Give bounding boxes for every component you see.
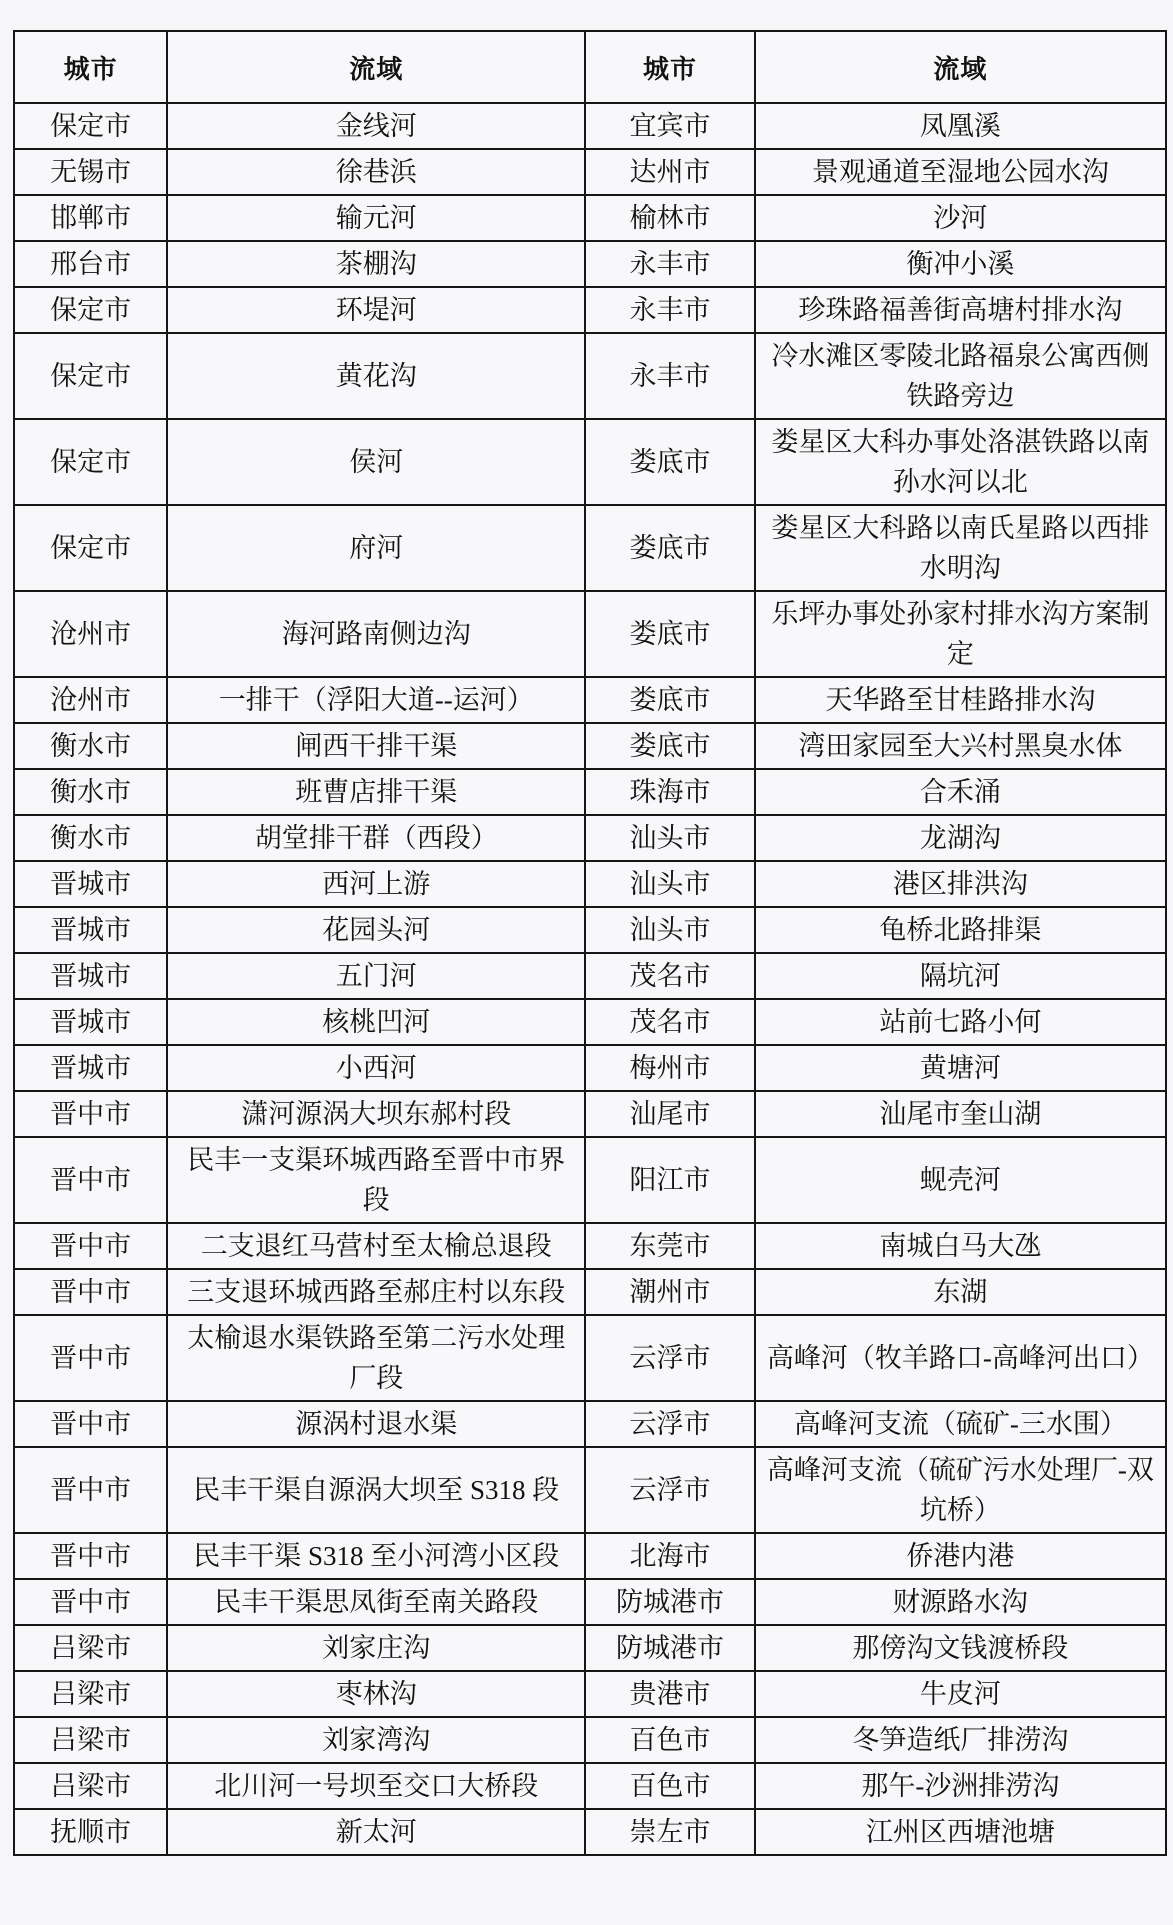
- city-cell: 娄底市: [585, 591, 754, 677]
- city-cell: 抚顺市: [14, 1809, 167, 1855]
- city-cell: 晋中市: [14, 1091, 167, 1137]
- basin-cell: 那傍沟文钱渡桥段: [755, 1625, 1166, 1671]
- basin-cell: 侯河: [167, 419, 585, 505]
- table-row: [14, 1625, 1166, 1671]
- city-cell: 晋城市: [14, 1045, 167, 1091]
- basin-cell: 二支退红马营村至太榆总退段: [167, 1223, 585, 1269]
- city-cell: 衡水市: [14, 815, 167, 861]
- city-cell: 吕梁市: [14, 1763, 167, 1809]
- basin-cell: 隔坑河: [755, 953, 1166, 999]
- basin-cell: 源涡村退水渠: [167, 1401, 585, 1447]
- table-row: [14, 861, 1166, 907]
- table-row: [14, 1223, 1166, 1269]
- table-row: [14, 287, 1166, 333]
- table-row: [14, 1671, 1166, 1717]
- header-city-right: 城市: [585, 31, 754, 103]
- table-row: [14, 1091, 1166, 1137]
- basin-cell: 景观通道至湿地公园水沟: [755, 149, 1166, 195]
- city-cell: 晋中市: [14, 1137, 167, 1223]
- table-row: [14, 241, 1166, 287]
- table-row: [14, 149, 1166, 195]
- city-cell: 晋中市: [14, 1579, 167, 1625]
- city-cell: 东莞市: [585, 1223, 754, 1269]
- city-cell: 云浮市: [585, 1401, 754, 1447]
- city-cell: 梅州市: [585, 1045, 754, 1091]
- basin-cell: 龟桥北路排渠: [755, 907, 1166, 953]
- basin-cell: 娄星区大科办事处洛湛铁路以南孙水河以北: [755, 419, 1166, 505]
- basin-cell: 牛皮河: [755, 1671, 1166, 1717]
- basin-cell: 花园头河: [167, 907, 585, 953]
- city-basin-table: [13, 30, 1167, 1856]
- city-cell: 晋城市: [14, 907, 167, 953]
- table-row: [14, 103, 1166, 149]
- table-row: [14, 591, 1166, 677]
- basin-cell: 三支退环城西路至郝庄村以东段: [167, 1269, 585, 1315]
- table-row: [14, 999, 1166, 1045]
- basin-cell: 东湖: [755, 1269, 1166, 1315]
- basin-cell: 北川河一号坝至交口大桥段: [167, 1763, 585, 1809]
- basin-cell: 府河: [167, 505, 585, 591]
- basin-cell: 民丰干渠 S318 至小河湾小区段: [167, 1533, 585, 1579]
- table-row: [14, 1763, 1166, 1809]
- basin-cell: 汕尾市奎山湖: [755, 1091, 1166, 1137]
- basin-cell: 衡冲小溪: [755, 241, 1166, 287]
- table-row: [14, 333, 1166, 419]
- city-cell: 茂名市: [585, 999, 754, 1045]
- city-cell: 百色市: [585, 1717, 754, 1763]
- basin-cell: 龙湖沟: [755, 815, 1166, 861]
- basin-cell: 闸西干排干渠: [167, 723, 585, 769]
- basin-cell: 财源路水沟: [755, 1579, 1166, 1625]
- city-cell: 吕梁市: [14, 1717, 167, 1763]
- city-cell: 保定市: [14, 287, 167, 333]
- city-cell: 晋城市: [14, 861, 167, 907]
- city-cell: 宜宾市: [585, 103, 754, 149]
- city-cell: 保定市: [14, 505, 167, 591]
- city-cell: 晋中市: [14, 1223, 167, 1269]
- basin-cell: 乐坪办事处孙家村排水沟方案制定: [755, 591, 1166, 677]
- basin-cell: 输元河: [167, 195, 585, 241]
- city-cell: 娄底市: [585, 723, 754, 769]
- city-cell: 娄底市: [585, 677, 754, 723]
- table-row: [14, 815, 1166, 861]
- table-body: [14, 103, 1166, 1855]
- basin-cell: 徐巷浜: [167, 149, 585, 195]
- table-row: [14, 1137, 1166, 1223]
- city-cell: 晋中市: [14, 1447, 167, 1533]
- basin-cell: 太榆退水渠铁路至第二污水处理厂段: [167, 1315, 585, 1401]
- city-cell: 娄底市: [585, 505, 754, 591]
- basin-cell: 娄星区大科路以南氏星路以西排水明沟: [755, 505, 1166, 591]
- basin-cell: 冬笋造纸厂排涝沟: [755, 1717, 1166, 1763]
- basin-cell: 冷水滩区零陵北路福泉公寓西侧铁路旁边: [755, 333, 1166, 419]
- basin-cell: 江州区西塘池塘: [755, 1809, 1166, 1855]
- basin-cell: 枣林沟: [167, 1671, 585, 1717]
- basin-cell: 金线河: [167, 103, 585, 149]
- basin-cell: 民丰一支渠环城西路至晋中市界段: [167, 1137, 585, 1223]
- table-row: [14, 723, 1166, 769]
- city-cell: 衡水市: [14, 723, 167, 769]
- city-cell: 贵港市: [585, 1671, 754, 1717]
- table-row: [14, 1269, 1166, 1315]
- city-cell: 茂名市: [585, 953, 754, 999]
- basin-cell: 高峰河支流（硫矿-三水围）: [755, 1401, 1166, 1447]
- city-cell: 邯郸市: [14, 195, 167, 241]
- city-cell: 云浮市: [585, 1315, 754, 1401]
- basin-cell: 天华路至甘桂路排水沟: [755, 677, 1166, 723]
- basin-cell: 班曹店排干渠: [167, 769, 585, 815]
- header-city-left: 城市: [14, 31, 167, 103]
- city-cell: 汕头市: [585, 815, 754, 861]
- basin-cell: 港区排洪沟: [755, 861, 1166, 907]
- basin-cell: 茶棚沟: [167, 241, 585, 287]
- city-cell: 邢台市: [14, 241, 167, 287]
- city-cell: 无锡市: [14, 149, 167, 195]
- city-cell: 晋城市: [14, 999, 167, 1045]
- basin-cell: 民丰干渠思凤街至南关路段: [167, 1579, 585, 1625]
- city-cell: 沧州市: [14, 677, 167, 723]
- city-cell: 吕梁市: [14, 1625, 167, 1671]
- basin-cell: 黄花沟: [167, 333, 585, 419]
- city-cell: 榆林市: [585, 195, 754, 241]
- basin-cell: 高峰河支流（硫矿污水处理厂-双坑桥）: [755, 1447, 1166, 1533]
- table-row: [14, 505, 1166, 591]
- city-cell: 永丰市: [585, 241, 754, 287]
- basin-cell: 湾田家园至大兴村黑臭水体: [755, 723, 1166, 769]
- basin-cell: 侨港内港: [755, 1533, 1166, 1579]
- city-cell: 达州市: [585, 149, 754, 195]
- table-row: [14, 1045, 1166, 1091]
- city-cell: 娄底市: [585, 419, 754, 505]
- city-cell: 崇左市: [585, 1809, 754, 1855]
- table-row: [14, 1717, 1166, 1763]
- header-basin-right: 流域: [755, 31, 1166, 103]
- table-row: [14, 953, 1166, 999]
- city-cell: 晋中市: [14, 1401, 167, 1447]
- basin-cell: 民丰干渠自源涡大坝至 S318 段: [167, 1447, 585, 1533]
- basin-cell: 南城白马大氹: [755, 1223, 1166, 1269]
- basin-cell: 新太河: [167, 1809, 585, 1855]
- city-cell: 防城港市: [585, 1579, 754, 1625]
- city-cell: 晋城市: [14, 953, 167, 999]
- city-cell: 潮州市: [585, 1269, 754, 1315]
- city-cell: 防城港市: [585, 1625, 754, 1671]
- city-cell: 汕尾市: [585, 1091, 754, 1137]
- basin-cell: 那午-沙洲排涝沟: [755, 1763, 1166, 1809]
- basin-cell: 站前七路小何: [755, 999, 1166, 1045]
- city-cell: 永丰市: [585, 333, 754, 419]
- table-row: [14, 1533, 1166, 1579]
- city-cell: 晋中市: [14, 1269, 167, 1315]
- basin-cell: 小西河: [167, 1045, 585, 1091]
- basin-cell: 潇河源涡大坝东郝村段: [167, 1091, 585, 1137]
- city-cell: 晋中市: [14, 1533, 167, 1579]
- basin-cell: 凤凰溪: [755, 103, 1166, 149]
- table-row: [14, 769, 1166, 815]
- basin-cell: 一排干（浮阳大道--运河）: [167, 677, 585, 723]
- basin-cell: 蚬壳河: [755, 1137, 1166, 1223]
- basin-cell: 珍珠路福善街高塘村排水沟: [755, 287, 1166, 333]
- city-cell: 云浮市: [585, 1447, 754, 1533]
- city-cell: 保定市: [14, 419, 167, 505]
- table-row: [14, 195, 1166, 241]
- table-row: [14, 677, 1166, 723]
- basin-cell: 核桃凹河: [167, 999, 585, 1045]
- city-cell: 百色市: [585, 1763, 754, 1809]
- city-cell: 北海市: [585, 1533, 754, 1579]
- city-cell: 阳江市: [585, 1137, 754, 1223]
- table-header-row: [14, 31, 1166, 103]
- basin-cell: 西河上游: [167, 861, 585, 907]
- table-row: [14, 907, 1166, 953]
- city-cell: 永丰市: [585, 287, 754, 333]
- table-row: [14, 1401, 1166, 1447]
- city-cell: 沧州市: [14, 591, 167, 677]
- city-cell: 汕头市: [585, 907, 754, 953]
- city-cell: 汕头市: [585, 861, 754, 907]
- city-cell: 珠海市: [585, 769, 754, 815]
- city-cell: 保定市: [14, 103, 167, 149]
- table-row: [14, 1809, 1166, 1855]
- basin-cell: 合禾涌: [755, 769, 1166, 815]
- city-cell: 衡水市: [14, 769, 167, 815]
- table-row: [14, 1447, 1166, 1533]
- basin-cell: 高峰河（牧羊路口-高峰河出口）: [755, 1315, 1166, 1401]
- table-row: [14, 1315, 1166, 1401]
- basin-cell: 胡堂排干群（西段）: [167, 815, 585, 861]
- table-row: [14, 419, 1166, 505]
- basin-cell: 黄塘河: [755, 1045, 1166, 1091]
- city-cell: 保定市: [14, 333, 167, 419]
- basin-cell: 刘家庄沟: [167, 1625, 585, 1671]
- basin-cell: 刘家湾沟: [167, 1717, 585, 1763]
- table-row: [14, 1579, 1166, 1625]
- basin-cell: 环堤河: [167, 287, 585, 333]
- city-cell: 吕梁市: [14, 1671, 167, 1717]
- header-basin-left: 流域: [167, 31, 585, 103]
- basin-cell: 沙河: [755, 195, 1166, 241]
- city-cell: 晋中市: [14, 1315, 167, 1401]
- basin-cell: 五门河: [167, 953, 585, 999]
- basin-cell: 海河路南侧边沟: [167, 591, 585, 677]
